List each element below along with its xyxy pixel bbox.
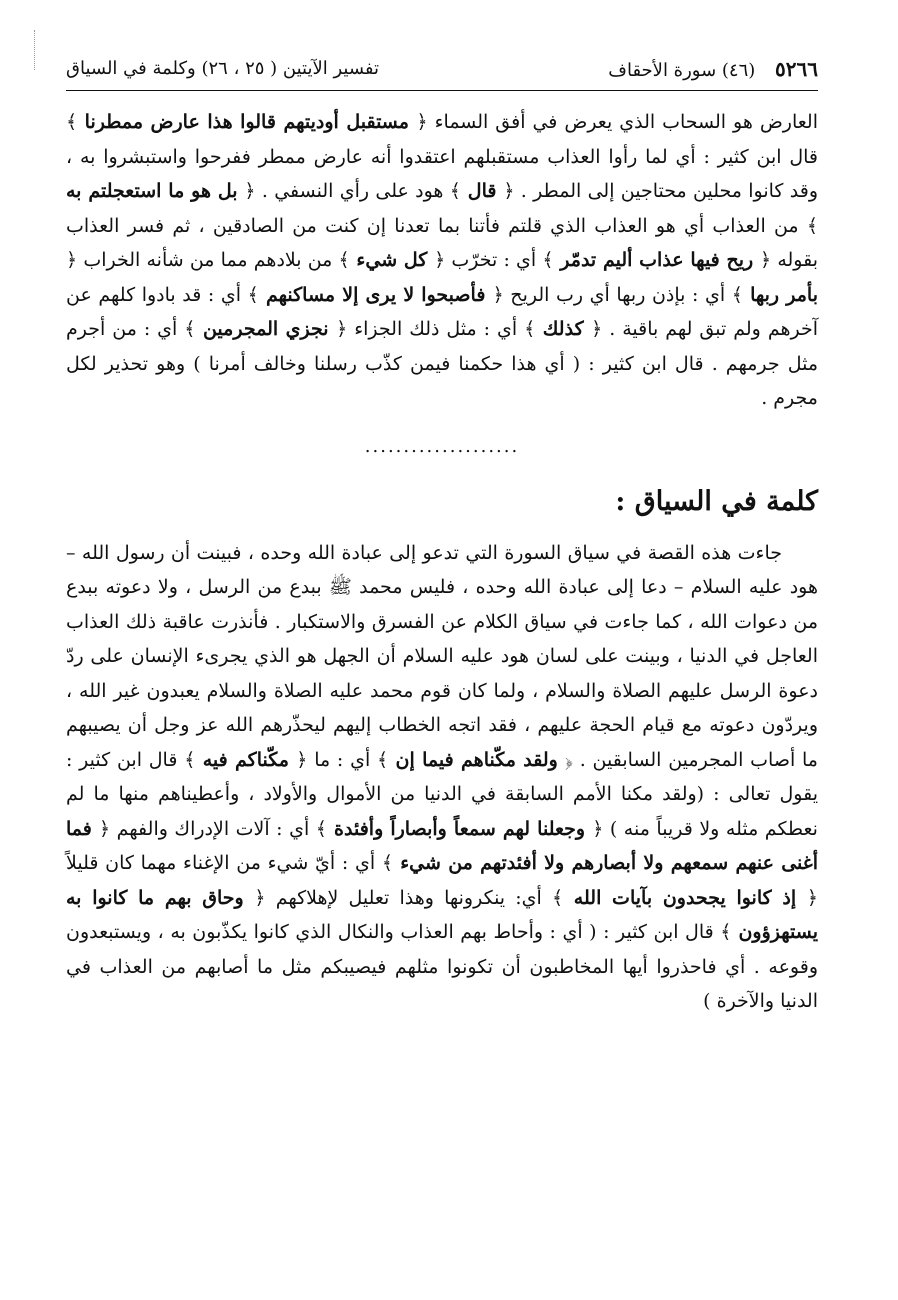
quran-quote: ﴿ وجعلنا لهم سمعاً وأبصاراً وأفئدة ﴾ <box>315 817 604 840</box>
ornate-bracket-open: ﴿ <box>565 748 573 771</box>
ornate-bracket-close: ﴾ <box>806 214 818 237</box>
ornate-bracket-open: ﴿ <box>434 249 446 271</box>
text-segment: أي : ما <box>307 748 378 771</box>
text-segment: قال ابن كثير : يقول تعالى : (ولقد مكنا الأمم السابقة في الدنيا من الأموال والأولاد ، وأعطيناهم منها ما لم نعطكم مثله ولا قريباً منه ) <box>66 748 818 840</box>
commentary-paragraph <box>66 105 818 416</box>
text-segment: هود على رأي النسفي . <box>255 180 450 202</box>
text-segment: أي: ينكرونها وهذا تعليل لإهلاكهم <box>265 886 552 909</box>
quran-quote: ﴿ مكّناكم فيه ﴾ <box>184 748 308 771</box>
quran-quote: ﴿ فما أغنى عنهم سمعهم ولا أبصارهم ولا أفئدتهم من شيء ﴾ <box>66 817 818 874</box>
quran-quote: ﴿ فأصبحوا لا يرى إلا مساكنهم ﴾ <box>247 283 504 306</box>
quran-quote: ﴿ بل هو ما استعجلتم به ﴾ <box>66 180 818 237</box>
ornate-bracket-open: ﴿ <box>492 283 504 306</box>
text-segment: العارض هو السحاب الذي يعرض في أفق السماء <box>427 111 819 133</box>
ornate-bracket-close: ﴾ <box>247 283 259 306</box>
ornate-bracket-open: ﴿ <box>98 817 111 840</box>
margin-scan-mark <box>34 30 37 70</box>
surah-title: (٤٦) سورة الأحقاف <box>608 60 756 81</box>
header-right <box>608 52 818 88</box>
ornate-bracket-close: ﴾ <box>720 921 732 943</box>
ornate-bracket-close: ﴾ <box>524 318 536 340</box>
ornate-bracket-open: ﴿ <box>254 886 266 909</box>
text-segment: أي : آلات الإدراك والفهم <box>110 817 316 840</box>
text-segment: أي : أيّ شيء من الإغناء مهما كان قليلاً <box>66 852 382 874</box>
text-segment: أي : بإذن ربها أي رب الريح <box>503 283 732 306</box>
ornate-bracket-close: ﴾ <box>449 180 461 202</box>
running-header <box>66 52 818 86</box>
quran-quote: ﴿ قال ﴾ <box>449 180 515 202</box>
ornate-bracket-open: ﴿ <box>336 318 348 340</box>
text-segment: قال ابن كثير : أي لما رأوا العذاب مستقبلهم اعتقدوا أنه عارض ممطر ففرحوا واستبشروا به ، وقد كانوا محلين محتاجين إلى المطر . <box>66 145 819 202</box>
text-segment: من العذاب أي هو العذاب الذي قلتم فأتنا بما تعدنا إن كنت من الصادقين ، ثم فسر العذاب بقوله <box>66 214 819 271</box>
quran-quote: تدمّر ﴾ <box>542 249 597 271</box>
header-rule <box>66 90 818 91</box>
text-segment: أي : من أجرم مثل جرمهم . قال ابن كثير : ( أي هذا حكمنا فيمن كذّب رسلنا وخالف أمرنا ) وهو تحذير لكل مجرم . <box>66 318 818 409</box>
ornate-bracket-close: ﴾ <box>381 852 393 874</box>
quran-quote: ﴿ نجزي المجرمين ﴾ <box>184 318 348 340</box>
ornate-bracket-close: ﴾ <box>66 111 78 133</box>
ornate-bracket-open: ﴿ <box>592 817 604 840</box>
ornate-bracket-open: ﴿ <box>244 180 256 202</box>
ornate-bracket-close: ﴾ <box>731 283 743 306</box>
text-segment: أي : تخرّب <box>445 249 543 271</box>
quran-quote: ﴿ مستقبل أوديتهم قالوا هذا عارض ممطرنا ﴾ <box>66 111 428 133</box>
section-heading: كلمة في السياق : <box>615 485 818 517</box>
quran-quote: ﴿ بأمر ربها ﴾ <box>66 249 818 306</box>
section-paragraph <box>66 536 818 1019</box>
quran-quote: ﴿ إذ كانوا يجحدون بآيات الله ﴾ <box>551 886 818 909</box>
quran-quote: ﴿ ولقد مكّناهم فيما إن ﴾ <box>377 748 573 771</box>
ornate-bracket-close: ﴾ <box>315 817 327 840</box>
ornate-bracket-open: ﴿ <box>760 249 772 271</box>
text-segment: جاءت هذه القصة في سياق السورة التي تدعو إلى عبادة الله وحده ، فبينت أن رسول الله – هود عليه السلام – دعا إلى عبادة الله وحده ، فليس محمد ﷺ ببدع من الرسل ، ولا دعوته ببدع من دعوات الله ، كما جاءت في سياق الكلام عن الفسرق والاستكبار . فأنذرت عاقبة ذلك العذاب العاجل في الدنيا ، وبينت على لسان هود عليه السلام أن الجهل هو الذي يجرىء الإنسان على ردّ دعوة الرسل عليهم الصلاة والسلام ، ولما كان قوم محمد عليه الصلاة والسلام يعبدون غير الله ، ويردّون دعوته مع قيام الحجة عليهم ، فقد اتجه الخطاب إليهم ليحذّرهم الله عز وجل أن يصيبهم ما أصاب المجرمين السابقين . <box>66 541 818 771</box>
ornate-bracket-close: ﴾ <box>184 318 196 340</box>
page-number: ٥٢٦٦ <box>775 57 818 81</box>
text-segment: أي : قد بادوا كلهم عن آخرهم ولم تبق لهم باقية . <box>66 283 818 340</box>
ornate-bracket-open: ﴿ <box>296 748 308 771</box>
quran-quote: ﴿ وحاق بهم ما كانوا به يستهزؤون ﴾ <box>66 886 818 943</box>
quran-quote: ﴿ كل شيء ﴾ <box>338 249 446 271</box>
ornate-bracket-open: ﴿ <box>591 318 603 340</box>
quran-quote: ﴿ كذلك ﴾ <box>524 318 603 340</box>
ornate-bracket-close: ﴾ <box>338 249 350 271</box>
ornate-bracket-close: ﴾ <box>551 886 564 909</box>
ornate-bracket-open: ﴿ <box>416 111 428 133</box>
ornate-bracket-close: ﴾ <box>377 748 389 771</box>
dotted-separator: .................... <box>364 435 520 457</box>
ornate-bracket-close: ﴾ <box>542 249 554 271</box>
text-segment: أي : مثل ذلك الجزاء <box>347 318 525 340</box>
ornate-bracket-open: ﴿ <box>503 180 515 202</box>
text-segment: قال ابن كثير : ( أي : وأحاط بهم العذاب والنكال الذي كانوا يكذّبون به ، ويستبعدون وقوعه . أي فاحذروا أيها المخاطبون أن تكونوا مثلهم فيصيبكم مثل ما أصابهم من العذاب في الدنيا والآخرة ) <box>66 921 818 1012</box>
header-topic: تفسير الآيتين ( ٢٥ ، ٢٦) وكلمة في السياق <box>66 58 380 79</box>
ornate-bracket-open: ﴿ <box>806 886 818 909</box>
quran-quote: ﴿ ريح فيها عذاب أليم <box>596 249 772 271</box>
ornate-bracket-open: ﴿ <box>66 249 78 271</box>
book-page <box>66 52 818 1019</box>
ornate-bracket-close: ﴾ <box>184 748 196 771</box>
text-segment: من بلادهم مما من شأنه الخراب <box>77 249 339 271</box>
